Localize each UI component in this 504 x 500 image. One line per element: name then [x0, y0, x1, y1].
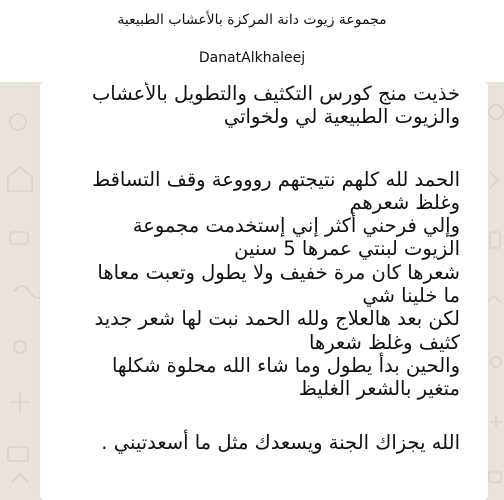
message-intro: خذيت منج كورس التكثيف والتطويل بالأعشاب والزيوت الطبيعية لي ولخواتي [91, 82, 460, 129]
paragraph-gap [90, 129, 460, 168]
message-closing: الله يجزاك الجنة ويسعدك مثل ما أسعدتيني . [101, 430, 460, 454]
message-paragraph: شعرها كان مرة خفيف ولا يطول وتعبت معاها ما خلينا شي [97, 260, 460, 308]
chat-area[interactable] [0, 82, 504, 500]
message-text [90, 82, 460, 454]
paragraph-gap [90, 401, 460, 431]
message-paragraph: والحين بدأ يطول وما شاء الله محلوة شكلها متغير بالشعر الغليظ [111, 353, 460, 401]
message-paragraph: لكن بعد هالعلاج ولله الحمد نبت لها شعر جديد كثيف وغلظ شعرها [94, 307, 460, 354]
message-bubble[interactable] [40, 82, 488, 500]
header-title: مجموعة زيوت دانة المركزة بالأعشاب الطبيعية [117, 12, 387, 28]
header-subtitle: DanatAlkhaleej [198, 50, 306, 66]
message-paragraph: الحمد لله كلهم نتيجتهم روووعة وقف التساقط وغلظ شعرهم [92, 167, 460, 214]
chat-header [0, 0, 504, 82]
message-paragraph: وإلي فرحني أكثر إني إستخدمت مجموعة الزيوت لبنتي عمرها 5 سنين [132, 214, 460, 261]
